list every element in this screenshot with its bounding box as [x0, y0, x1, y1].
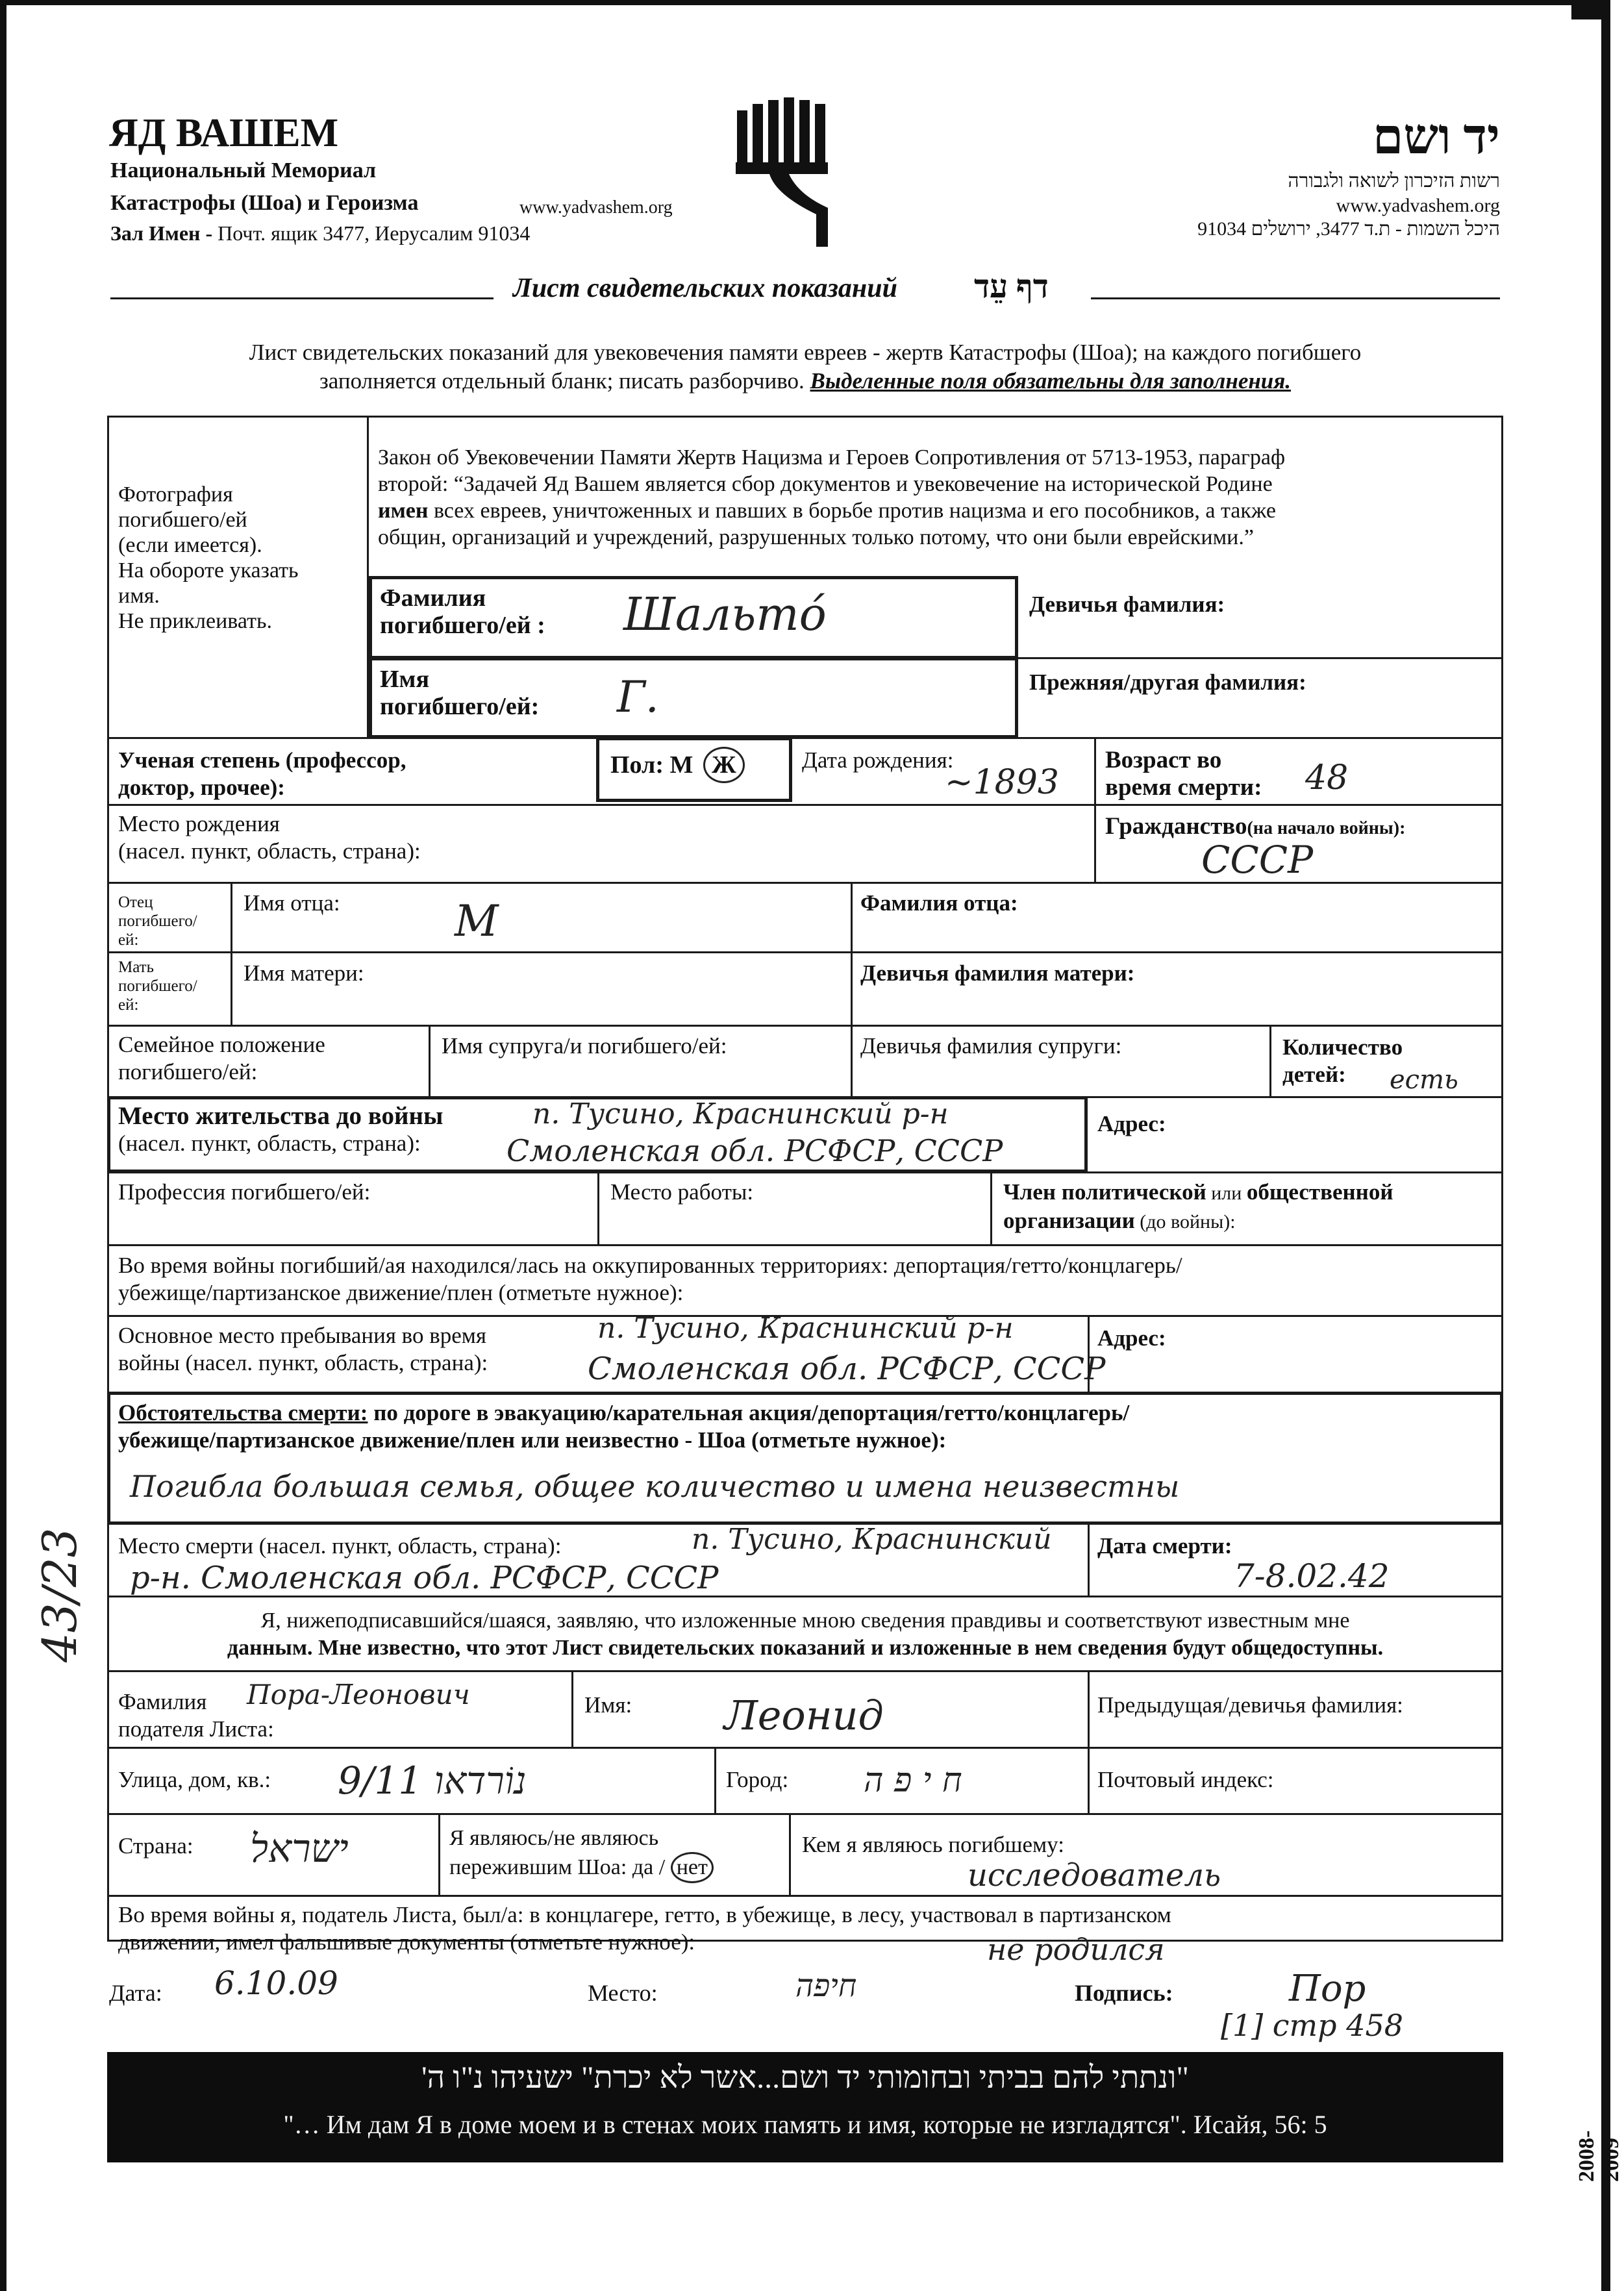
- place-label: Место:: [588, 1980, 658, 2006]
- logo-flame-5: [799, 100, 810, 162]
- citizenship-note: (на начало войны):: [1247, 818, 1406, 838]
- row-rule: [107, 1670, 1503, 1672]
- relation-value[interactable]: исследователь: [968, 1857, 1221, 1894]
- profession-label: Профессия погибшего/ей:: [118, 1179, 371, 1205]
- death-circumstances-title: Обстоятельства смерти:: [118, 1400, 368, 1425]
- quote-hebrew: "ונתתי להם בביתי ובחומותי יד ושם...אשר לא יכרת" ישעיהו נ"ו ה': [421, 2060, 1189, 2095]
- workplace-label: Место работы:: [610, 1179, 754, 1205]
- work-divider: [597, 1171, 599, 1246]
- surname-value[interactable]: Шальто́: [623, 588, 827, 641]
- death-date-label: Дата смерти:: [1097, 1533, 1232, 1559]
- wartime-location-label: [118, 1252, 1182, 1307]
- citizenship-divider: [1094, 804, 1096, 883]
- citizenship-label-text: Гражданство: [1105, 813, 1247, 840]
- org-ru-title: ЯД ВАШЕМ: [109, 111, 339, 155]
- children-value[interactable]: есть: [1390, 1065, 1458, 1095]
- father-side-line: погибшего/: [118, 912, 197, 930]
- title-rule-right: [1091, 297, 1500, 299]
- membership-or: или: [1206, 1183, 1247, 1204]
- org-he-line1: רשות הזיכרון לשואה ולגבורה: [1288, 170, 1500, 192]
- submitter-prev-divider: [1088, 1670, 1090, 1748]
- age-value[interactable]: 48: [1305, 758, 1349, 797]
- row-rule: [107, 1025, 1503, 1027]
- death-place-value1[interactable]: п. Тусино, Краснинский: [692, 1523, 1052, 1556]
- logo-flame-6: [815, 104, 825, 162]
- photo-note-line: погибшего/ей: [118, 508, 247, 532]
- birthplace-label-line2: (насел. пункт, область, страна):: [118, 838, 421, 864]
- row-rule: [107, 1895, 1503, 1897]
- country-label: Страна:: [118, 1833, 194, 1859]
- survivor-divider: [438, 1813, 440, 1896]
- submitter-name-value[interactable]: Леонид: [724, 1692, 884, 1739]
- yad-vashem-logo: [731, 97, 854, 250]
- photo-note-line: Не приклеивать.: [118, 609, 272, 633]
- birthplace-label-line1: Место рождения: [118, 811, 280, 836]
- row-rule: [107, 804, 1503, 806]
- law-line: Закон об Увековечении Памяти Жертв Нацизма и Героев Сопротивления от 5713-1953, параграф: [378, 445, 1286, 469]
- row-rule: [107, 1244, 1503, 1246]
- mother-name-label: Имя матери:: [244, 960, 364, 986]
- submitter-wartime-line2: движении, имел фальшивые документы (отметьте нужное):: [118, 1929, 695, 1955]
- place-value[interactable]: חיפה: [795, 1968, 857, 2004]
- submitter-name-divider: [571, 1670, 573, 1748]
- main-wartime-place-line1: Основное место пребывания во время: [118, 1323, 487, 1348]
- wartime-location-line2: убежище/партизанское движение/плен (отметьте нужное):: [118, 1280, 684, 1305]
- logo-flame-2: [753, 104, 763, 162]
- membership-line1: [1003, 1179, 1393, 1207]
- membership-label: [1003, 1179, 1393, 1236]
- father-side-label: [118, 893, 197, 949]
- law-line-rest: всех евреев, уничтоженных и павших в борьбе против нацизма и его пособников, а также: [428, 499, 1276, 523]
- city-divider: [714, 1747, 716, 1815]
- logo-base: [736, 162, 828, 247]
- row-rule: [107, 882, 1503, 884]
- declaration-line1: Я, нижеподписавшийся/шаяся, заявляю, что изложенные мною сведения правдивы и соответствуют известным мне: [260, 1609, 1350, 1633]
- main-address-label: Адрес:: [1097, 1325, 1166, 1351]
- quote-russian: "… Им дам Я в доме моем и в стенах моих память и имя, которые не изгладятся". Исайя, 56: 5: [283, 2110, 1327, 2139]
- first-name-label-line2: погибшего/ей:: [380, 693, 540, 720]
- law-text: [378, 444, 1285, 551]
- declaration-text: [0, 1607, 1610, 1662]
- photo-note: [118, 482, 299, 634]
- citizenship-value[interactable]: СССР: [1201, 838, 1314, 882]
- law-names-emph: имен: [378, 499, 429, 523]
- submitter-wartime-line1: Во время войны я, податель Листа, был/а: в концлагере, гетто, в убежище, в лесу, участвовал в партизанском: [118, 1902, 1171, 1927]
- date-label: Дата:: [109, 1980, 162, 2006]
- membership-public: общественной: [1246, 1179, 1393, 1205]
- row-rule: [107, 1171, 1503, 1173]
- survivor-label: [449, 1825, 714, 1883]
- age-divider: [1094, 737, 1096, 806]
- children-label-line2: детей:: [1282, 1062, 1346, 1087]
- maiden-name-label: Девичья фамилия:: [1029, 592, 1225, 617]
- intro-line2: [0, 368, 1610, 395]
- org-he-title: יד ושם: [1372, 110, 1500, 164]
- mother-side-label: [118, 958, 197, 1014]
- title-rule-left: [110, 297, 493, 299]
- country-value[interactable]: ישראל: [250, 1826, 349, 1872]
- age-label-line2: время смерти:: [1105, 774, 1262, 801]
- postal-address: Почт. ящик 3477, Иерусалим 91034: [212, 221, 531, 245]
- membership-political: Член политической: [1003, 1179, 1206, 1205]
- street-value[interactable]: 9/11 נוֹרדאו: [338, 1759, 527, 1803]
- site-url-center: www.yadvashem.org: [519, 197, 673, 218]
- sex-label-text: Пол: М: [610, 751, 693, 779]
- row-rule: [107, 1596, 1503, 1597]
- main-address-divider: [1088, 1315, 1090, 1393]
- children-divider: [1269, 1025, 1271, 1097]
- org-ru-line1: Национальный Мемориал: [110, 158, 377, 182]
- survivor-label-line2: [449, 1852, 714, 1883]
- mother-side-line: погибшего/: [118, 977, 197, 995]
- membership-prewar: (до войны):: [1134, 1211, 1236, 1233]
- family-status-label: [118, 1031, 325, 1086]
- residence-value-line2[interactable]: Смоленская обл. РСФСР, СССР: [506, 1133, 1003, 1168]
- wartime-location-line1: Во время войны погибший/ая находился/лась на оккупированных территориях: депортация/гетто/концлагерь/: [118, 1253, 1182, 1278]
- residence-label: [118, 1103, 443, 1157]
- submitter-name-label: Имя:: [584, 1692, 632, 1718]
- dob-label: Дата рождения:: [802, 747, 954, 773]
- sex-label: [610, 747, 745, 783]
- degree-label: [118, 747, 406, 801]
- law-line: [378, 497, 1285, 524]
- death-date-value[interactable]: 7-8.02.42: [1234, 1557, 1390, 1595]
- main-wartime-place-line2: войны (насел. пункт, область, страна):: [118, 1350, 488, 1375]
- residence-address-label: Адрес:: [1097, 1111, 1166, 1136]
- form-title-he: דף עֵד: [974, 268, 1049, 305]
- photo-note-line: Фотография: [118, 482, 233, 507]
- death-circumstances-label: [118, 1399, 1129, 1454]
- father-side-line: Отец: [118, 894, 153, 911]
- org-ru-line3: [110, 219, 530, 247]
- main-wartime-place-label: [118, 1322, 488, 1377]
- submitter-wartime-value[interactable]: не родился: [987, 1932, 1165, 1967]
- intro-line1: Лист свидетельских показаний для увековечения памяти евреев - жертв Катастрофы (Шоа); на каждого погибшего: [249, 340, 1362, 365]
- parent-mid-divider: [851, 882, 853, 1026]
- street-label: Улица, дом, кв.:: [118, 1767, 271, 1792]
- spouse-maiden-divider: [851, 1025, 853, 1097]
- membership-organization: организации: [1003, 1208, 1135, 1233]
- row-rule: [107, 737, 1503, 739]
- death-circumstances-value[interactable]: Погибла большая семья, общее количество и имена неизвестны: [130, 1469, 1180, 1504]
- mother-maiden-label: Девичья фамилия матери:: [860, 960, 1135, 986]
- org-ru-line2: Катастрофы (Шоа) и Героизма: [110, 191, 419, 215]
- hall-of-names-label: Зал Имен -: [110, 221, 213, 245]
- surname-label-line2: погибшего/ей :: [380, 612, 545, 639]
- date-value[interactable]: 6.10.09: [214, 1964, 338, 2002]
- survivor-yes-text: пережившим Шоа: да /: [449, 1855, 666, 1879]
- parent-side-divider: [231, 882, 232, 1026]
- main-wartime-place-value1[interactable]: п. Тусино, Краснинский р-н: [597, 1312, 1014, 1345]
- children-label-line1: Количество: [1282, 1034, 1403, 1060]
- photo-note-line: (если имеется).: [118, 533, 262, 557]
- first-name-label-line1: Имя: [380, 666, 429, 693]
- org-he-line3: היכל השמות - ת.ד 3477, ירושלים 91034: [1197, 218, 1500, 240]
- spouse-maiden-label: Девичья фамилия супруги:: [860, 1033, 1122, 1058]
- zip-divider: [1088, 1747, 1090, 1815]
- residence-label-line2: (насел. пункт, область, страна):: [118, 1131, 421, 1156]
- spouse-name-label: Имя супруга/и погибшего/ей:: [442, 1033, 727, 1058]
- survivor-no-circled[interactable]: нет: [671, 1852, 714, 1883]
- dob-value[interactable]: ~1893: [945, 763, 1059, 802]
- family-status-line1: Семейное положение: [118, 1032, 325, 1057]
- father-name-label: Имя отца:: [244, 890, 340, 916]
- father-surname-label: Фамилия отца:: [860, 890, 1018, 916]
- logo-flame-1: [737, 110, 747, 162]
- scan-edge-corner: [1571, 0, 1610, 19]
- row-rule: [1086, 1096, 1503, 1098]
- signature-label: Подпись:: [1075, 1980, 1173, 2006]
- photo-note-line: На обороте указать: [118, 558, 299, 582]
- family-status-line2: погибшего/ей:: [118, 1059, 258, 1084]
- age-label-line1: Возраст во: [1105, 747, 1222, 773]
- father-name-value[interactable]: М: [455, 896, 499, 946]
- death-circumstances-line1: [118, 1399, 1129, 1427]
- archive-note: [1] стр 458: [1221, 2008, 1404, 2043]
- submitter-prev-name-label: Предыдущая/девичья фамилия:: [1097, 1692, 1403, 1718]
- right-margin-year: 2008-2009: [1575, 2130, 1623, 2182]
- death-place-label: Место смерти (насел. пункт, область, страна):: [118, 1533, 562, 1559]
- main-wartime-place-value2[interactable]: Смоленская обл. РСФСР, СССР: [588, 1351, 1106, 1387]
- member-divider: [990, 1171, 992, 1246]
- survivor-label-line1: Я являюсь/не являюсь: [449, 1826, 659, 1850]
- law-line: общин, организаций и учреждений, разрушенных только потому, что они были еврейскими.”: [378, 525, 1254, 549]
- death-circumstances-options2: убежище/партизанское движение/плен или неизвестно - Шоа (отметьте нужное):: [118, 1427, 947, 1453]
- first-name-label: [380, 666, 539, 720]
- relation-label: Кем я являюсь погибшему:: [802, 1832, 1064, 1857]
- row-rule: [107, 951, 1503, 953]
- degree-label-line1: Ученая степень (профессор,: [118, 747, 406, 773]
- form-title-ru: Лист свидетельских показаний: [513, 273, 897, 303]
- previous-name-label: Прежняя/другая фамилия:: [1029, 670, 1306, 695]
- membership-line2: [1003, 1207, 1393, 1236]
- residence-value-line1[interactable]: п. Тусино, Краснинский р-н: [532, 1097, 949, 1131]
- residence-label-line1: Место жительства до войны: [118, 1102, 443, 1130]
- death-place-value2[interactable]: р-н. Смоленская обл. РСФСР, СССР: [130, 1560, 719, 1596]
- signature-value[interactable]: Пор: [1289, 1968, 1366, 2010]
- death-date-divider: [1088, 1523, 1090, 1597]
- photo-note-line: имя.: [118, 584, 160, 608]
- age-label: [1105, 747, 1262, 801]
- org-he-line2: www.yadvashem.org: [1336, 195, 1500, 216]
- intro-required-note: Выделенные поля обязательны для заполнения.: [810, 368, 1292, 394]
- declaration-line2: данным. Мне известно, что этот Лист свидетельских показаний и изложенные в нем сведения будут общедоступны.: [227, 1636, 1384, 1660]
- spouse-divider: [429, 1025, 431, 1097]
- law-line: второй: “Задачей Яд Вашем является сбор документов и увековечение на исторической Родине: [378, 472, 1273, 496]
- children-label: [1282, 1034, 1403, 1088]
- row-rule: [107, 1813, 1503, 1815]
- logo-flame-3: [768, 100, 779, 162]
- mother-side-line: ей:: [118, 996, 139, 1014]
- submitter-surname-value[interactable]: Пора-Леонович: [247, 1679, 470, 1710]
- scan-edge-top: [0, 0, 1610, 5]
- death-circumstances-options1: по дороге в эвакуацию/карательная акция/депортация/гетто/концлагерь/: [368, 1400, 1130, 1425]
- mother-side-line: Мать: [118, 958, 155, 976]
- city-label: Город:: [726, 1767, 789, 1792]
- first-name-value[interactable]: Г.: [617, 672, 659, 722]
- left-margin-number: 43/23: [32, 1527, 87, 1662]
- zip-label: Почтовый индекс:: [1097, 1767, 1274, 1792]
- row-rule: [107, 1747, 1503, 1749]
- sex-female-circled[interactable]: Ж: [703, 747, 745, 783]
- intro-line2-text: заполняется отдельный бланк; писать разборчиво.: [319, 368, 805, 394]
- submitter-surname-line2: подателя Листа:: [118, 1716, 274, 1742]
- logo-flame-4: [784, 97, 794, 162]
- surname-label-line1: Фамилия: [380, 584, 486, 612]
- row-rule: [1016, 657, 1503, 659]
- birthplace-label: [118, 810, 421, 865]
- relation-divider: [789, 1813, 791, 1896]
- father-side-line: ей:: [118, 931, 139, 949]
- degree-label-line2: доктор, прочее):: [118, 775, 285, 800]
- submitter-surname-line1: Фамилия: [118, 1689, 207, 1714]
- surname-label: [380, 584, 545, 639]
- city-value[interactable]: ח י פ ה: [864, 1761, 962, 1800]
